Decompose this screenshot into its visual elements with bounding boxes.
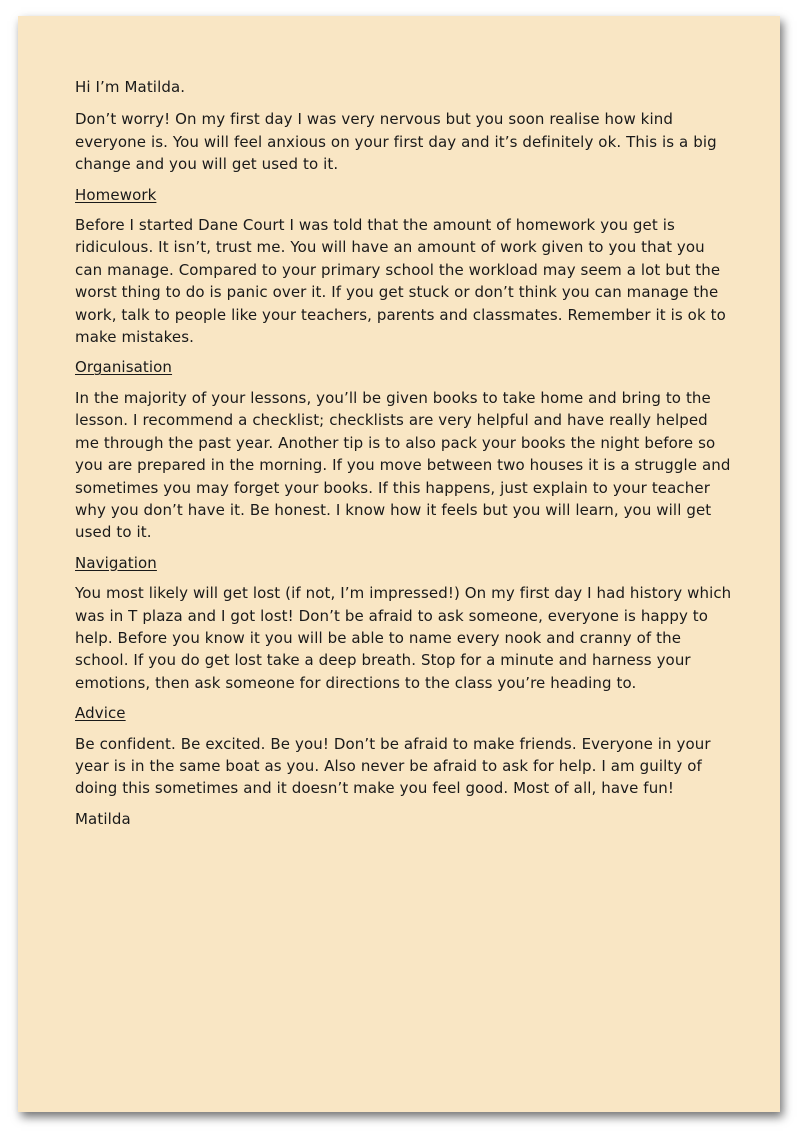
section-body-advice: Be confident. Be excited. Be you! Don’t be afraid to make friends. Everyone in your year is in the same boat as you. Also never be afraid to ask for help. I am guilty of doing this sometimes and it doesn’t make you feel good. Most of all, have fun! — [75, 734, 711, 798]
greeting: Hi I’m Matilda. — [75, 78, 186, 96]
section-body-homework: Before I started Dane Court I was told that the amount of homework you get is ridiculous. It isn’t, trust me. You will have an amount of work given to you that you can manage. Compared to your primary school the workload may seem a lot but the worst thing to do is panic over it. If you get stuck or don’t think you can manage the work, talk to people like your teachers, parents and classmates. Remember it is ok to make mistakes. — [75, 216, 726, 347]
intro-paragraph: Don’t worry! On my first day I was very nervous but you soon realise how kind everyone is. You will feel anxious on your first day and it’s definitely ok. This is a big change and you will get used to it. — [75, 110, 717, 174]
letter-content — [75, 76, 735, 838]
letter-page — [18, 16, 780, 1112]
signature: Matilda — [75, 809, 131, 828]
section-body-navigation: You most likely will get lost (if not, I’m impressed!) On my first day I had history which was in T plaza and I got lost! Don’t be afraid to ask someone, everyone is happy to help. Before you know it you will be able to name every nook and cranny of the school. If you do get lost take a deep breath. Stop for a minute and harness your emotions, then ask someone for directions to the class you’re heading to. — [75, 584, 732, 692]
section-heading-advice: Advice — [75, 704, 126, 723]
section-body-organisation: In the majority of your lessons, you’ll be given books to take home and bring to the lesson. I recommend a checklist; checklists are very helpful and have really helped me through the past year. Another tip is to also pack your books the night before so you are prepared in the morning. If you move between two houses it is a struggle and sometimes you may forget your books. If this happens, just explain to your teacher why you don’t have it. Be honest. I know how it feels but you will learn, you will get used to it. — [75, 388, 731, 542]
section-heading-organisation: Organisation — [75, 358, 173, 377]
section-heading-navigation: Navigation — [75, 553, 157, 572]
section-heading-homework: Homework — [75, 185, 157, 204]
